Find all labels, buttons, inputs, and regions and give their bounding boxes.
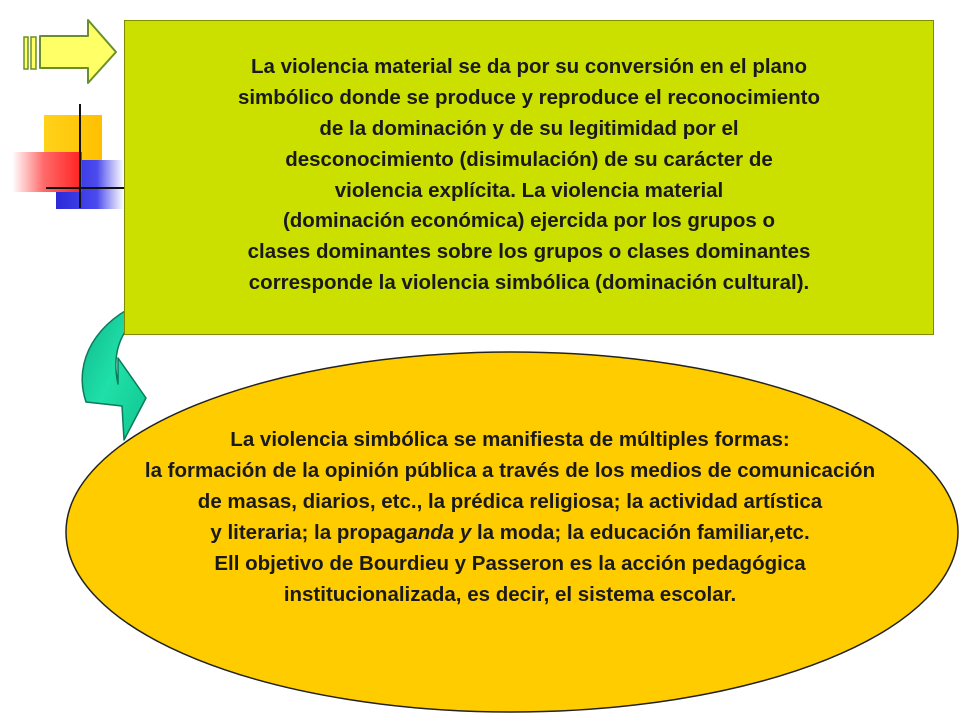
top-text-box — [124, 20, 934, 335]
ellipse-text-line: institucionalizada, es decir, el sistema escolar. — [283, 583, 737, 606]
ellipse-text-line: La violencia simbólica se manifiesta de múltiples formas: — [230, 428, 790, 451]
ellipse-text-line: Ell objetivo de Bourdieu y Passeron es la acción pedagógica — [214, 552, 806, 575]
ellipse-text-segment: la moda; la educación familiar,etc. — [471, 521, 810, 544]
top-text-line: simbólico donde se produce y reproduce el reconocimiento — [237, 86, 821, 110]
top-text-line: desconocimiento (disimulación) de su carácter de — [285, 147, 773, 171]
top-text-line: (dominación económica) ejercida por los grupos o — [282, 209, 776, 233]
ellipse-text-line: de masas, diarios, etc., la prédica religiosa; la actividad artística — [197, 490, 823, 513]
top-text-line: violencia explícita. La violencia material — [334, 178, 724, 202]
ellipse-text-segment: y literaria; la propag — [210, 521, 407, 544]
top-text-line: de la dominación y de su legitimidad por el — [319, 116, 739, 140]
top-text-line: La violencia material se da por su conversión en el plano — [251, 55, 807, 79]
ellipse-text-line — [210, 517, 809, 548]
top-text-line: corresponde la violencia simbólica (dominación cultural). — [248, 270, 810, 294]
right-arrow-icon — [24, 20, 116, 83]
ellipse-text-line: la formación de la opinión pública a través de los medios de comunicación — [144, 459, 876, 482]
color-blocks-decoration — [12, 104, 126, 209]
ellipse-text-italic-segment: anda y — [406, 521, 472, 544]
top-text-line: clases dominantes sobre los grupos o clases dominantes — [247, 240, 811, 264]
ellipse-text-block — [60, 424, 960, 610]
